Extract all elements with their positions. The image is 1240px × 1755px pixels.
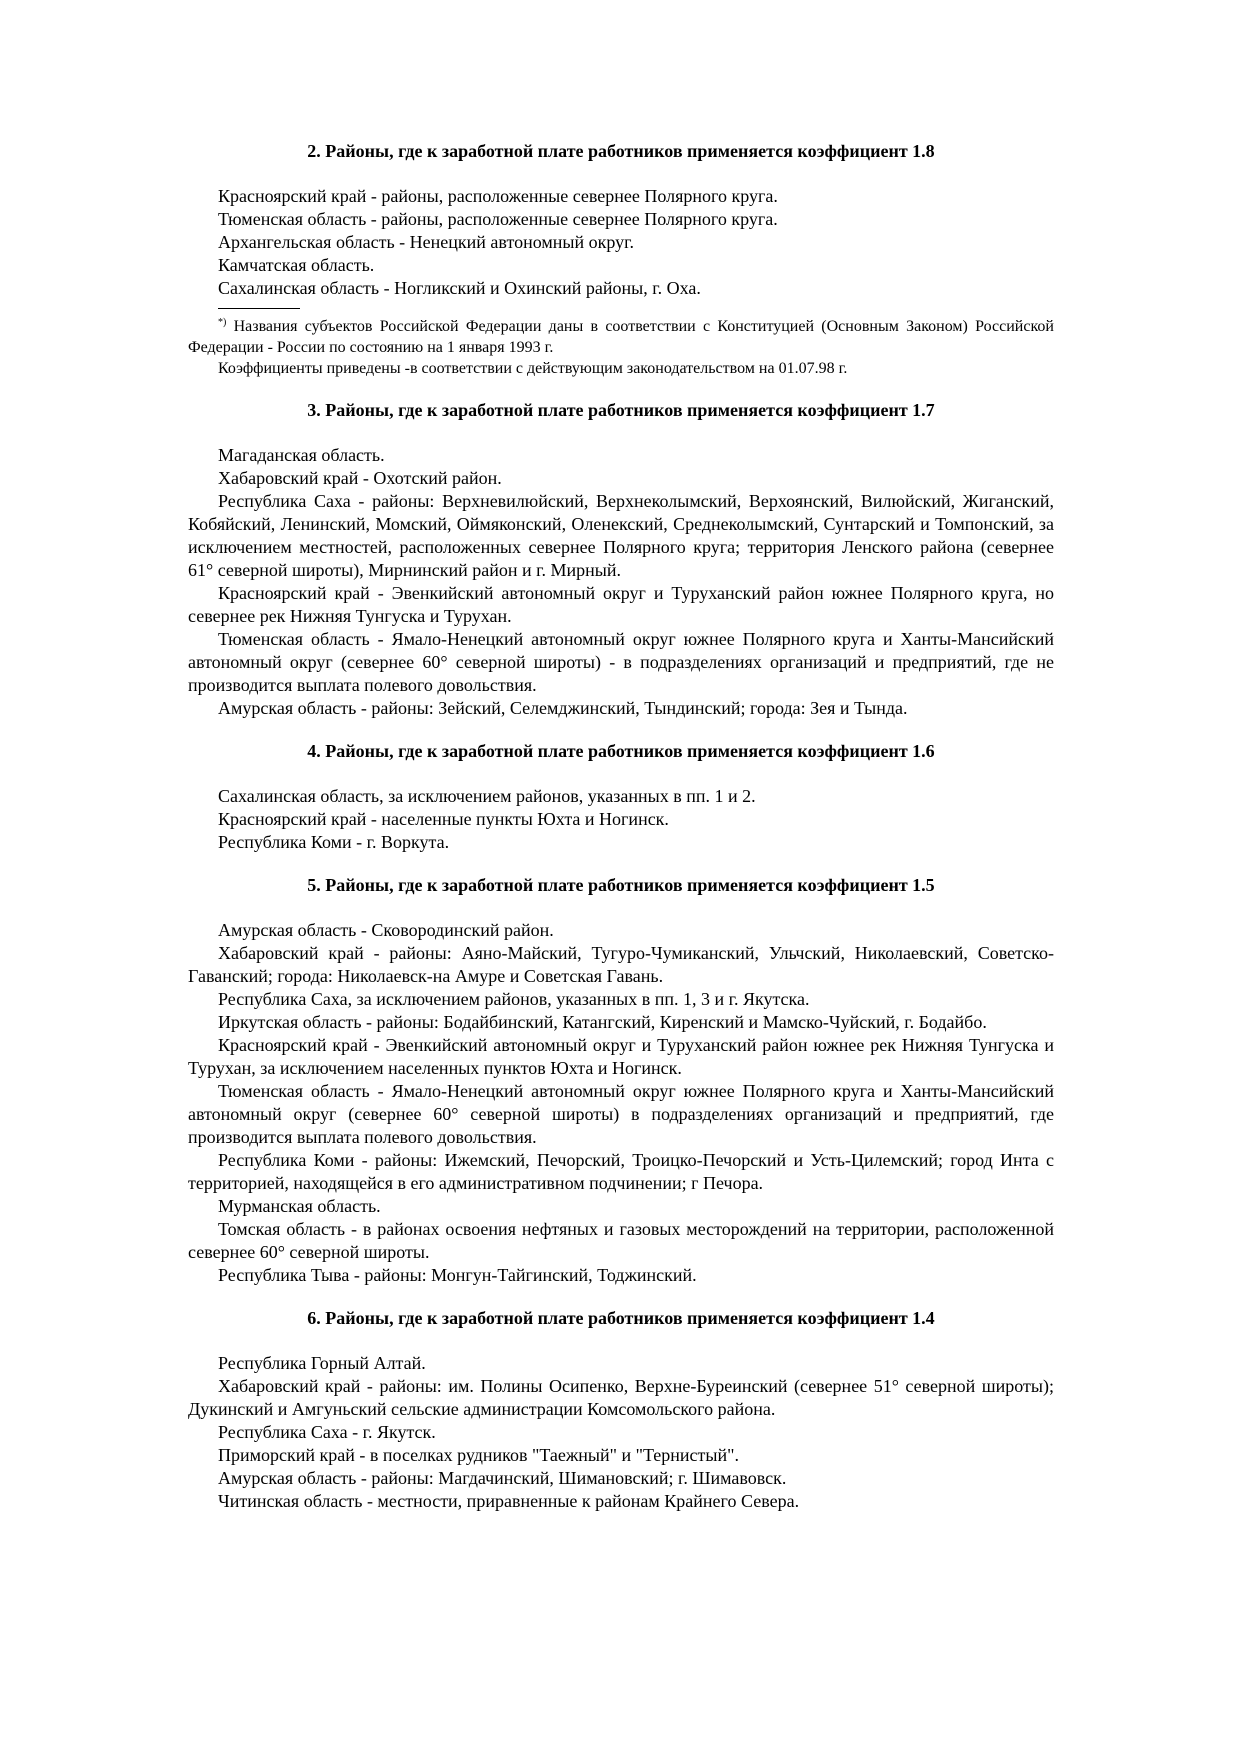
footnote-1 bbox=[188, 316, 1054, 358]
paragraph: Сахалинская область, за исключением районов, указанных в пп. 1 и 2. bbox=[218, 786, 756, 806]
section-heading: 2. Районы, где к заработной плате работников применяется коэффициент 1.8 bbox=[307, 141, 935, 161]
paragraph: Архангельская область - Ненецкий автономный округ. bbox=[218, 232, 635, 252]
paragraph: Камчатская область. bbox=[218, 255, 375, 275]
section-2 bbox=[188, 140, 1054, 300]
footnote-text: Названия субъектов Российской Федерации даны в соответствии с Конституцией (Основным Законом) Российской Федерации - России по состоянию на 1 января 1993 г. bbox=[188, 318, 1054, 356]
paragraph: Республика Саха, за исключением районов, указанных в пп. 1, 3 и г. Якутска. bbox=[218, 989, 810, 1009]
paragraph: Республика Тыва - районы: Монгун-Тайгинский, Тоджинский. bbox=[218, 1265, 697, 1285]
paragraph: Мурманская область. bbox=[218, 1196, 381, 1216]
paragraph: Томская область - в районах освоения нефтяных и газовых месторождений на территории, расположенной севернее 60° северной широты. bbox=[188, 1219, 1054, 1262]
paragraph: Амурская область - районы: Магдачинский, Шимановский; г. Шимавовск. bbox=[218, 1468, 787, 1488]
paragraph: Тюменская область - районы, расположенные севернее Полярного круга. bbox=[218, 209, 778, 229]
paragraph: Республика Коми - районы: Ижемский, Печорский, Троицко-Печорский и Усть-Цилемский; город Инта с территорией, находящейся в его административном подчинении; г Печора. bbox=[188, 1150, 1054, 1193]
paragraph: Тюменская область - Ямало-Ненецкий автономный округ южнее Полярного круга и Ханты-Мансийский автономный округ (севернее 60° северной широты) в подразделениях организаций и предприятий, где производится выплата полевого довольствия. bbox=[188, 1081, 1054, 1147]
paragraph: Читинская область - местности, приравненные к районам Крайнего Севера. bbox=[218, 1491, 800, 1511]
section-5 bbox=[188, 874, 1054, 1287]
section-3 bbox=[188, 399, 1054, 720]
paragraph: Красноярский край - Эвенкийский автономный округ и Туруханский район южнее Полярного круга, но севернее рек Нижняя Тунгуска и Турухан. bbox=[188, 583, 1054, 626]
paragraph: Хабаровский край - районы: Аяно-Майский, Тугуро-Чумиканский, Ульчский, Николаевский, Советско-Гаванский; города: Николаевск-на Амуре и Советская Гавань. bbox=[188, 943, 1054, 986]
paragraph: Приморский край - в поселках рудников "Таежный" и "Тернистый". bbox=[218, 1445, 739, 1465]
footnotes bbox=[188, 308, 1054, 379]
paragraph: Республика Саха - г. Якутск. bbox=[218, 1422, 436, 1442]
paragraph: Красноярский край - Эвенкийский автономный округ и Туруханский район южнее рек Нижняя Тунгуска и Турухан, за исключением населенных пунктов Юхта и Ногинск. bbox=[188, 1035, 1054, 1078]
paragraph: Магаданская область. bbox=[218, 445, 385, 465]
paragraph: Красноярский край - районы, расположенные севернее Полярного круга. bbox=[218, 186, 778, 206]
paragraph: Хабаровский край - Охотский район. bbox=[218, 468, 502, 488]
section-heading: 5. Районы, где к заработной плате работников применяется коэффициент 1.5 bbox=[307, 875, 935, 895]
section-6 bbox=[188, 1307, 1054, 1513]
section-heading: 6. Районы, где к заработной плате работников применяется коэффициент 1.4 bbox=[307, 1308, 935, 1328]
paragraph: Иркутская область - районы: Бодайбинский, Катангский, Киренский и Мамско-Чуйский, г. Бодайбо. bbox=[218, 1012, 987, 1032]
document-page bbox=[188, 140, 1054, 1513]
paragraph: Республика Саха - районы: Верхневилюйский, Верхнеколымский, Верхоянский, Вилюйский, Жиганский, Кобяйский, Ленинский, Момский, Оймяконский, Оленекский, Среднеколымский, Сунтарский и Томпонский, за исключением местностей, расположенных севернее Полярного круга; территория Ленского района (севернее 61° северной широты), Мирнинский район и г. Мирный. bbox=[188, 491, 1054, 580]
paragraph: Тюменская область - Ямало-Ненецкий автономный округ южнее Полярного круга и Ханты-Мансийский автономный округ (севернее 60° северной широты) - в подразделениях организаций и предприятий, где не производится выплата полевого довольствия. bbox=[188, 629, 1054, 695]
section-4 bbox=[188, 740, 1054, 854]
paragraph: Республика Горный Алтай. bbox=[218, 1353, 426, 1373]
paragraph: Красноярский край - населенные пункты Юхта и Ногинск. bbox=[218, 809, 669, 829]
paragraph: Амурская область - районы: Зейский, Селемджинский, Тындинский; города: Зея и Тында. bbox=[218, 698, 908, 718]
footnote-marker: *) bbox=[218, 317, 227, 328]
section-heading: 3. Районы, где к заработной плате работников применяется коэффициент 1.7 bbox=[307, 400, 935, 420]
footnote-2: Коэффициенты приведены -в соответствии с действующим законодательством на 01.07.98 г. bbox=[218, 360, 848, 377]
paragraph: Сахалинская область - Ногликский и Охинский районы, г. Оха. bbox=[218, 278, 701, 298]
footnote-separator bbox=[218, 308, 300, 309]
paragraph: Амурская область - Сковородинский район. bbox=[218, 920, 554, 940]
section-heading: 4. Районы, где к заработной плате работников применяется коэффициент 1.6 bbox=[307, 741, 935, 761]
paragraph: Республика Коми - г. Воркута. bbox=[218, 832, 450, 852]
paragraph: Хабаровский край - районы: им. Полины Осипенко, Верхне-Буреинский (севернее 51° северной широты); Дукинский и Амгуньский сельские администрации Комсомольского района. bbox=[188, 1376, 1054, 1419]
